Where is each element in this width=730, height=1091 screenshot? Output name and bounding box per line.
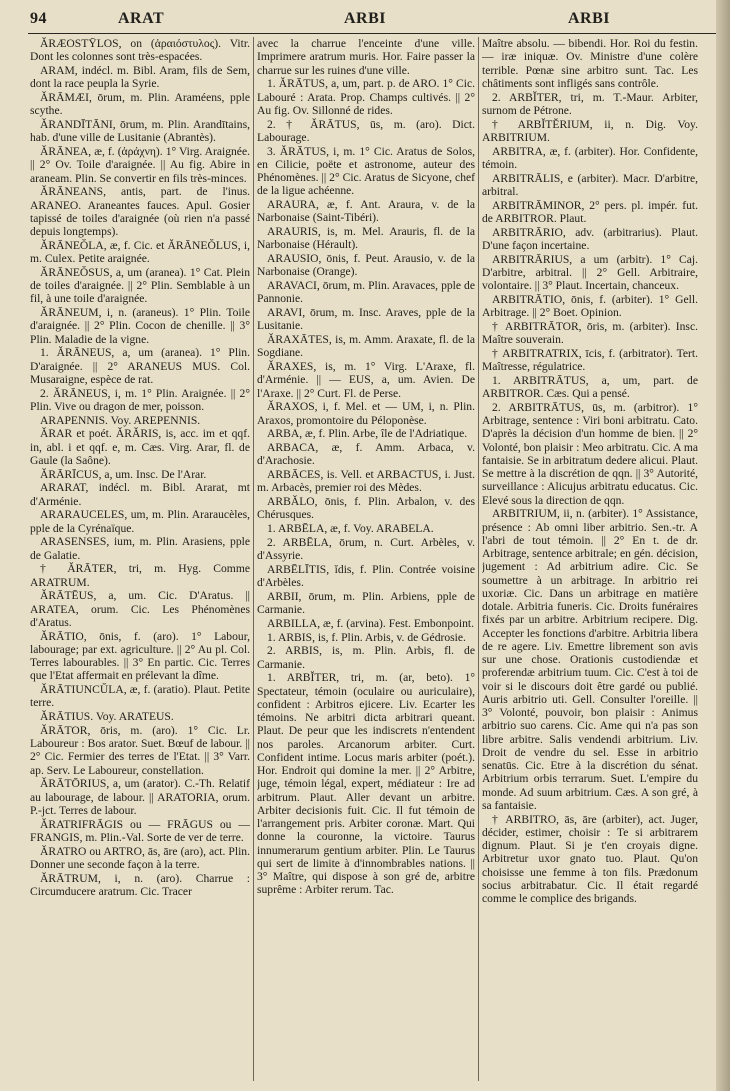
dictionary-entry: ĂRĀTĒUS, a, um. Cic. D'Aratus. || ARATEA, orum. Cic. Les Phénomènes d'Aratus. bbox=[30, 589, 250, 629]
dictionary-entry: ĂRĀNEŎSUS, a, um (aranea). 1° Cat. Plein de toiles d'araignée. || 2° Plin. Semblable à un fil, à une toile d'araignée. bbox=[30, 265, 250, 306]
dictionary-entry: ĂRĀNEŎLA, æ, f. Cic. et ĂRĀNEŎLUS, i, m. Culex. Petite araignée. bbox=[30, 238, 250, 265]
dictionary-entry: ĂRĀTIUS. Voy. ARATEUS. bbox=[40, 710, 174, 723]
column-divider bbox=[478, 37, 479, 1081]
dictionary-entry: ARAURA, æ, f. Ant. Araura, v. de la Narbonaise (Saint-Tibéri). bbox=[257, 198, 475, 225]
column-divider bbox=[253, 37, 254, 1081]
dictionary-entry: ARBITRĀTIO, ōnis, f. (arbiter). 1° Gell. Arbitrage. || 2° Boet. Opinion. bbox=[482, 292, 698, 319]
dictionary-entry: † ARBITRATRIX, īcis, f. (arbitrator). Tert. Maîtresse, régulatrice. bbox=[482, 346, 698, 373]
dictionary-entry: ĂRĀTOR, ōris, m. (aro). 1° Cic. Lr. Laboureur : Bos arator. Suet. Bœuf de labour. || 2° Cic. Fermier des terres de l'Etat. || 3° Varr. ap. Serv. Le Laboureur, constellation. bbox=[30, 723, 250, 777]
book-page-edge bbox=[716, 0, 730, 1091]
column-right bbox=[482, 37, 698, 1085]
dictionary-entry: ARARAUCELES, um, m. Plin. Araraucèles, pple de la Cyrénaïque. bbox=[30, 508, 250, 535]
dictionary-entry: ARBITRA, æ, f. (arbiter). Hor. Confidente, témoin. bbox=[482, 144, 698, 171]
header-right-title: ARBI bbox=[568, 10, 611, 27]
dictionary-entry: ARASENSES, ium, m. Plin. Arasiens, pple de Galatie. bbox=[30, 535, 250, 562]
dictionary-entry: ARAM, indécl. m. Bibl. Aram, fils de Sem, dont la race peupla la Syrie. bbox=[30, 64, 250, 91]
dictionary-entry: ARBACA, æ, f. Amm. Arbaca, v. d'Arachosie. bbox=[257, 441, 475, 468]
dictionary-entry: ARAPENNIS. Voy. AREPENNIS. bbox=[40, 413, 201, 427]
dictionary-entry: ĂRĀNEANS, antis, part. de l'inus. ARANEO. Araneantes fauces. Apul. Gosier tapissé de toiles d'araignée (où rien n'a passé depuis longtemps). bbox=[30, 185, 250, 238]
header-rule bbox=[28, 33, 716, 34]
dictionary-entry: ĂRĀRĪCUS, a, um. Insc. De l'Arar. bbox=[40, 467, 207, 481]
header-left-title: ARAT bbox=[118, 10, 165, 27]
dictionary-entry: ĂRAXES, is, m. 1° Virg. L'Araxe, fl. d'Arménie. || — EUS, a, um. Avien. De l'Araxe. || 2° Curt. Fl. de Perse. bbox=[257, 360, 475, 400]
dictionary-entry: ARAUSIO, ōnis, f. Peut. Arausio, v. de la Narbonaise (Orange). bbox=[257, 252, 475, 279]
dictionary-entry: ARBA, æ, f. Plin. Arbe, île de l'Adriatique. bbox=[267, 427, 468, 441]
column-middle bbox=[257, 37, 475, 1085]
dictionary-entry: ARAVI, ōrum, m. Insc. Araves, pple de la Lusitanie. bbox=[257, 306, 475, 333]
dictionary-entry: ĂRĀTIO, ōnis, f. (aro). 1° Labour, labourage; par ext. agriculture. || 2° Au pl. Col. Terres labourables. || 3° En partic. Cic. Terres que l'Etat affermait en prélevant la dîme. bbox=[30, 629, 250, 683]
dictionary-entry: 1. ĂRĀTUS, a, um, part. p. de ARO. 1° Cic. Labouré : Arata. Prop. Champs cultivés. || 2° Au fig. Ov. Sillonné de rides. bbox=[257, 77, 475, 117]
dictionary-entry: ĂRĀTRUM, i, n. (aro). Charrue : Circumducere aratrum. Cic. Tracer bbox=[30, 871, 250, 898]
column-left bbox=[30, 37, 250, 1085]
dictionary-entry: avec la charrue l'enceinte d'une ville. Imprimere aratrum muris. Hor. Faire passer la charrue sur les ruines d'une ville. bbox=[257, 37, 475, 77]
dictionary-entry: ARBITRĀRIUS, a um (arbitr). 1° Caj. D'arbitre, arbitral. || 2° Gell. Arbitraire, volontaire. || 3° Plaut. Incertain, chanceux. bbox=[482, 252, 698, 292]
dictionary-entry: 2. † ĂRĀTUS, ūs, m. (aro). Dict. Labourage. bbox=[257, 117, 475, 144]
dictionary-entry: ARBITRIUM, ii, n. (arbiter). 1° Assistance, présence : Ab omni liber arbitrio. Sen.-tr. A l'abri de tout témoin. || 2° En t. de dr. Arbitrage, sentence arbitrale; en gén. décision, jugement : Ad arbitrium adire. Cic. Se soumettre à un arbitrage. In arbitrio rei uxoriæ. Cic. Dans un arbitrage en matière dotale. Arbitria funeris. Cic. Droits funéraires fixés par un arbitre. Arbitrium recipere. Dig. Accepter les fonctions d'arbitre. Arbitria libera de re agere. Liv. Emettre librement son avis sur une chose. Orationis custodiendæ et proferendæ arbitrium tuum. Cic. C'est à toi de voir si le discours doit être gardé ou publié. Auris arbitrio uti. Gell. Consulter l'oreille. || 3° Volonté, pouvoir, bon plaisir : Animus arbitrio suo carens. Cic. Ame qui n'a pas son libre arbitre. Salis vendendi arbitrium. Liv. Droit de vendre du sel. Esse in arbitrio senatūs. Cic. Etre à la discrétion du sénat. Arbitrium orbis terrarum. Suet. L'empire du monde. Ad suum arbitrium. Cæs. A son gré, à sa fantaisie. bbox=[482, 507, 698, 812]
dictionary-entry: † ARBITRĀTOR, ōris, m. (arbiter). Insc. Maître souverain. bbox=[482, 319, 698, 346]
dictionary-entry: ĂRÆOSTȲLOS, on (ἀραιόστυλος). Vitr. Dont les colonnes sont très-espacées. bbox=[30, 37, 250, 64]
dictionary-entry: ĂRĀMÆI, ōrum, m. Plin. Araméens, pple scythe. bbox=[30, 91, 250, 118]
dictionary-entry: ARARAT, indécl. m. Bibl. Ararat, mt d'Arménie. bbox=[30, 481, 250, 508]
dictionary-entry: ARBĀCES, is. Vell. et ARBACTUS, i. Just. m. Arbacès, premier roi des Mèdes. bbox=[257, 468, 475, 495]
dictionary-entry: ĂRĀTŌRIUS, a, um (arator). C.-Th. Relatif au labourage, de labour. || ARATORIA, orum. P.-jct. Terres de labour. bbox=[30, 777, 250, 817]
dictionary-entry: 3. ĂRĀTUS, i, m. 1° Cic. Aratus de Solos, en Cilicie, poëte et astronome, auteur des Phénomènes. || 2° Cic. Aratus de Sicyone, chef de la ligue achéenne. bbox=[257, 144, 475, 198]
header-center-title: ARBI bbox=[344, 10, 387, 27]
dictionary-entry: ĂRĀNEA, æ, f. (ἀράχνη). 1° Virg. Araignée. || 2° Ov. Toile d'araignée. || Au fig. Abire in araneam. Plin. Se convertir en fils très-minces. bbox=[30, 145, 250, 185]
dictionary-entry: ĂRAXĀTES, is, m. Amm. Araxate, fl. de la Sogdiane. bbox=[257, 333, 475, 360]
dictionary-entry: 1. ARBIS, is, f. Plin. Arbis, v. de Gédrosie. bbox=[267, 630, 466, 644]
dictionary-entry: † ARBITRO, ās, āre (arbiter), act. Juger, décider, estimer, choisir : Te si arbitrarem dignum. Plaut. Si je t'en croyais digne. Arbitretur uxor gnato tuo. Plaut. Qu'on choisisse une femme à ton fils. Prædonum socius arbitrabatur. Cic. Il était regardé comme le complice des brigands. bbox=[482, 812, 698, 905]
dictionary-entry: † ĂRĀTER, tri, m. Hyg. Comme ARATRUM. bbox=[30, 562, 250, 589]
dictionary-entry: ARBILLA, æ, f. (arvina). Fest. Embonpoint. bbox=[267, 616, 475, 630]
dictionary-entry: ARBITRĀLIS, e (arbiter). Macr. D'arbitre, arbitral. bbox=[482, 171, 698, 198]
dictionary-entry: ARBITRĀMINOR, 2° pers. pl. impér. fut. de ARBITROR. Plaut. bbox=[482, 198, 698, 225]
dictionary-entry: † ARBĬTĔRIUM, ii, n. Dig. Voy. ARBITRIUM. bbox=[482, 117, 698, 144]
dictionary-entry: ĂRAXOS, i, f. Mel. et — UM, i, n. Plin. Araxos, promontoire du Péloponèse. bbox=[257, 400, 475, 427]
dictionary-entry: 2. ARBĬTER, tri, m. T.-Maur. Arbiter, surnom de Pétrone. bbox=[482, 90, 698, 117]
dictionary-entry: ĂRANDĪTĀNI, ōrum, m. Plin. Arandītains, hab. d'une ville de Lusitanie (Abrantès). bbox=[30, 118, 250, 145]
dictionary-entry: ĂRATRO ou ARTRO, ās, āre (aro), act. Plin. Donner une seconde façon à la terre. bbox=[30, 844, 250, 871]
dictionary-entry: Maître absolu. — bibendi. Hor. Roi du festin. — iræ iniquæ. Ov. Ministre d'une colère terrible. Pœnæ sine arbitro sunt. Tac. Les châtiments sont infligés sans contrôle. bbox=[482, 37, 698, 90]
dictionary-entry: 1. ARBITRĀTUS, a, um, part. de ARBITROR. Cæs. Qui a pensé. bbox=[482, 373, 698, 400]
dictionary-entry: 2. ARBITRĀTUS, ūs, m. (arbitror). 1° Arbitrage, sentence : Viri boni arbitratu. Cato. D'après la décision d'un homme de bien. || 2° Volonté, bon plaisir : Meo arbitratu. Cic. A ma fantaisie. Se in arbitratum dedere alicui. Plaut. Se mettre à la discrétion de qqn. || 3° Autorité, surveillance : Alicujus arbitratu educatus. Cic. Elevé sous la direction de qqn. bbox=[482, 400, 698, 507]
dictionary-entry: 1. ARBĒLA, æ, f. Voy. ARABELA. bbox=[267, 522, 434, 535]
page-number: 94 bbox=[30, 10, 47, 27]
dictionary-entry: ĂRATRIFRĀGIS ou — FRĀGUS ou — FRANGIS, m. Plin.-Val. Sorte de ver de terre. bbox=[30, 817, 250, 844]
dictionary-entry: ARBII, ōrum, m. Plin. Arbiens, pple de Carmanie. bbox=[257, 589, 475, 616]
dictionary-entry: 2. ARBIS, is, m. Plin. Arbis, fl. de Carmanie. bbox=[257, 644, 475, 671]
dictionary-entry: ARAVACI, ōrum, m. Plin. Aravaces, pple de Pannonie. bbox=[257, 279, 475, 306]
dictionary-entry: 2. ĂRĀNEUS, i, m. 1° Plin. Araignée. || 2° Plin. Vive ou dragon de mer, poisson. bbox=[30, 386, 250, 413]
dictionary-entry: ĂRĀTIUNCŬLA, æ, f. (aratio). Plaut. Petite terre. bbox=[30, 683, 250, 710]
dictionary-entry: ARAURIS, is, m. Mel. Arauris, fl. de la Narbonaise (Hérault). bbox=[257, 225, 475, 252]
dictionary-entry: 2. ARBĒLA, ōrum, n. Curt. Arbèles, v. d'Assyrie. bbox=[257, 535, 475, 562]
dictionary-entry: ARBITRĀRIO, adv. (arbitrarius). Plaut. D'une façon incertaine. bbox=[482, 225, 698, 252]
dictionary-entry: ĂRĀNEUM, i, n. (araneus). 1° Plin. Toile d'araignée. || 2° Plin. Cocon de chenille. || 3° Plin. Maladie de la vigne. bbox=[30, 306, 250, 346]
dictionary-entry: ARBĒLĪTIS, ĭdis, f. Plin. Contrée voisine d'Arbèles. bbox=[257, 562, 475, 589]
dictionary-entry: 1. ARBĬTER, tri, m. (ar, beto). 1° Spectateur, témoin (oculaire ou auriculaire), confident : Arbitros ejicere. Liv. Ecarter les témoins. Ne arbitri dicta arbitrari queant. Plaut. De peur que les indiscrets n'entendent nos paroles. Arcanorum arbiter. Curt. Confident intime. Locus maris arbiter (poét.). Hor. Endroit qui domine la mer. || 2° Arbitre, juge, témoin légal, expert, médiateur : Ire ad arbitrum. Plaut. Aller devant un arbitre. Arbiter decisionis fuit. Cic. Il fut témoin de l'arrangement pris. Arbiter coronæ. Mart. Qui donne la couronne, la victoire. Taurus innumerarum gentium arbiter. Plin. Le Taurus qui sert de limite à d'innombrables nations. || 3° Maître, qui dispose à son gré de, arbitre suprême : Arbiter rerum. Tac. bbox=[257, 671, 475, 897]
dictionary-entry: ĂRAR et poét. ĂRĂRIS, is, acc. im et qqf. in, abl. i et qqf. e, m. Cæs. Virg. Arar, fl. de Gaule (la Saône). bbox=[30, 427, 250, 467]
dictionary-entry: ARBĂLO, ōnis, f. Plin. Arbalon, v. des Chérusques. bbox=[257, 495, 475, 522]
dictionary-entry: 1. ĂRĀNEUS, a, um (aranea). 1° Plin. D'araignée. || 2° ARANEUS MUS. Col. Musaraigne, espèce de rat. bbox=[30, 346, 250, 386]
